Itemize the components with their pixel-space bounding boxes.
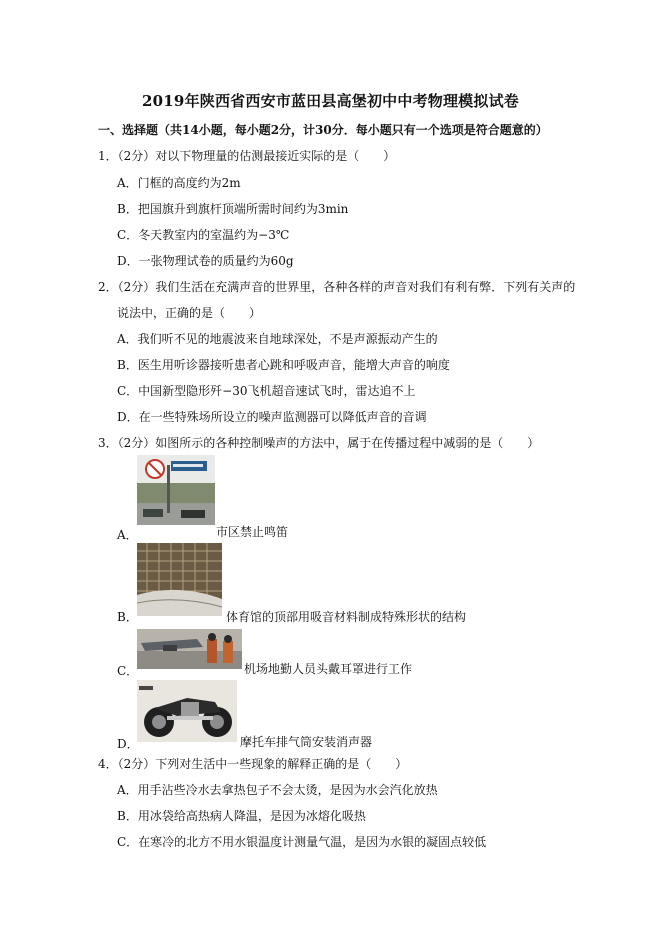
question-3-stem: 3．（2分）如图所示的各种控制噪声的方法中，属于在传播过程中减弱的是（ ） xyxy=(98,436,540,450)
question-2-option-b: B．医生用听诊器接听患者心跳和呼吸声音，能增大声音的响度 xyxy=(117,358,450,372)
question-3-option-a-image xyxy=(137,455,215,525)
question-2-option-d: D．在一些特殊场所设立的噪声监测器可以降低声音的音调 xyxy=(117,410,427,424)
question-3-option-c-caption: 机场地勤人员头戴耳罩进行工作 xyxy=(244,662,413,676)
question-4-option-a: A．用手沾些冷水去拿热包子不会太烫，是因为水会汽化放热 xyxy=(117,783,438,797)
question-2-stem-line1: 2．（2分）我们生活在充满声音的世界里，各种各样的声音对我们有利有弊．下列有关声的 xyxy=(98,280,576,294)
question-4-stem: 4．（2分）下列对生活中一些现象的解释正确的是（ ） xyxy=(98,757,408,771)
question-4-option-c: C．在寒冷的北方不用水银温度计测量气温，是因为水银的凝固点较低 xyxy=(117,835,487,849)
question-3-option-c-letter: C． xyxy=(117,664,139,678)
page-title: 2019年陕西省西安市蓝田县高堡初中中考物理模拟试卷 xyxy=(142,92,519,110)
question-1-option-a: A．门框的高度约为2m xyxy=(117,176,241,190)
question-2-option-c: C．中国新型隐形歼−30飞机超音速试飞时，雷达追不上 xyxy=(117,384,416,398)
question-2-stem-line2: 说法中，正确的是（ ） xyxy=(117,306,262,320)
question-3-option-b-letter: B． xyxy=(117,610,138,624)
question-3-option-d-image xyxy=(137,680,237,742)
question-3-option-c-image xyxy=(137,629,242,669)
section-heading: 一、选择题（共14小题，每小题2分，计30分．每小题只有一个选项是符合题意的） xyxy=(98,123,548,137)
question-3-option-b-image xyxy=(137,543,222,616)
question-3-option-b-caption: 体育馆的顶部用吸音材料制成特殊形状的结构 xyxy=(226,610,467,624)
question-3-option-a-letter: A． xyxy=(117,528,138,542)
question-3-option-a-caption: 市区禁止鸣笛 xyxy=(216,525,289,539)
question-1-stem: 1．（2分）对以下物理量的估测最接近实际的是（ ） xyxy=(98,149,396,163)
question-1-option-d: D．一张物理试卷的质量约为60g xyxy=(117,254,294,268)
question-1-option-b: B．把国旗升到旗杆顶端所需时间约为3min xyxy=(117,202,349,216)
question-1-option-c: C．冬天教室内的室温约为−3℃ xyxy=(117,228,290,242)
question-3-option-d-caption: 摩托车排气筒安装消声器 xyxy=(240,735,373,749)
question-2-option-a: A．我们听不见的地震波来自地球深处，不是声源振动产生的 xyxy=(117,332,438,346)
question-4-option-b: B．用冰袋给高热病人降温，是因为冰熔化吸热 xyxy=(117,809,366,823)
question-3-option-d-letter: D． xyxy=(117,737,139,751)
